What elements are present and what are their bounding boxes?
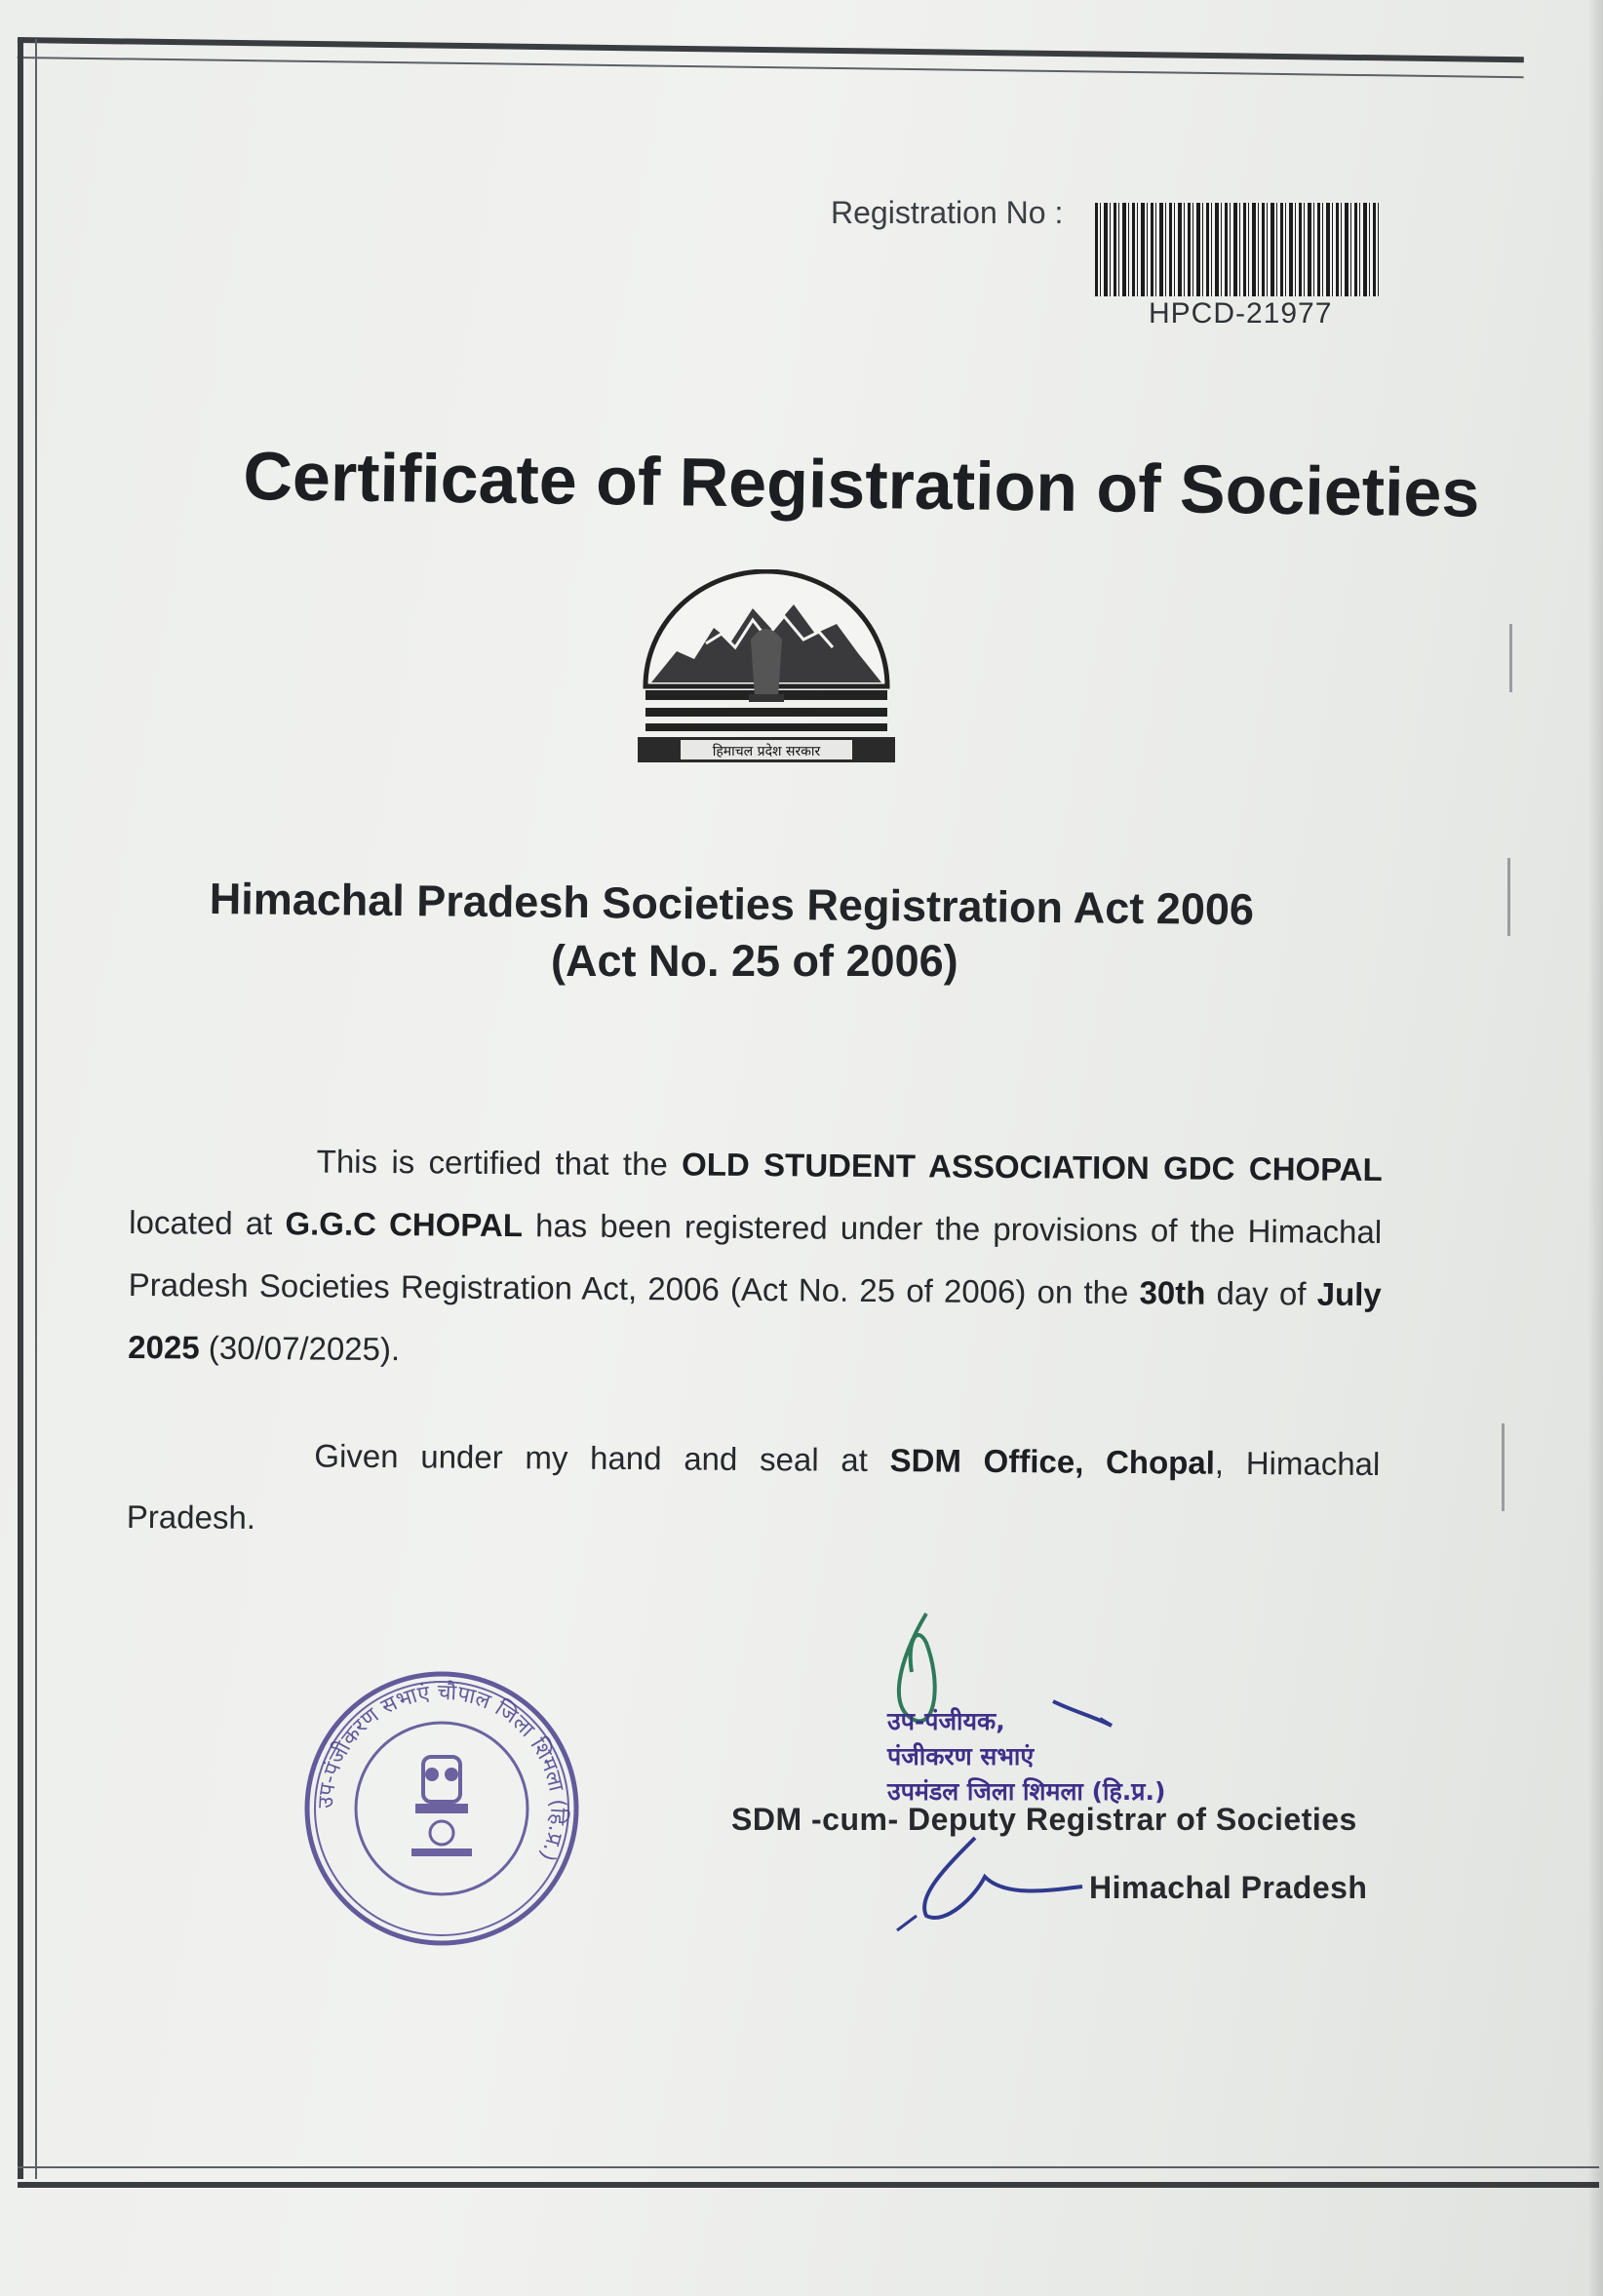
himachal-emblem-icon bbox=[638, 569, 895, 764]
registration-number: HPCD-21977 bbox=[1149, 297, 1333, 330]
body-text: Given under my hand and seal at bbox=[314, 1437, 890, 1479]
body-text: located at bbox=[129, 1203, 286, 1242]
ashoka-emblem-icon bbox=[411, 1757, 472, 1856]
body-text: , Himachal Pradesh. bbox=[126, 1444, 1381, 1537]
seal-text: उप-पंजीकरण सभाएं चौपाल जिला शिमला (हि.प्र.) bbox=[313, 1680, 570, 1865]
registration-day: 30th bbox=[1139, 1274, 1206, 1311]
scan-mark bbox=[1502, 1423, 1505, 1511]
signatory-title: SDM -cum- Deputy Registrar of Societies bbox=[731, 1802, 1357, 1837]
body-text: This is certified that the bbox=[316, 1143, 683, 1183]
registration-month-year: July 2025 bbox=[128, 1275, 1382, 1366]
emblem-caption: हिमाचल प्रदेश सरकार bbox=[712, 744, 821, 759]
act-title: Himachal Pradesh Societies Registration Act 2006 bbox=[209, 874, 1255, 935]
scan-mark bbox=[1507, 858, 1510, 936]
act-number: (Act No. 25 of 2006) bbox=[551, 936, 958, 986]
body-text: day of bbox=[1205, 1274, 1317, 1312]
page-edge-shadow bbox=[1587, 0, 1603, 2296]
signatory-state: Himachal Pradesh bbox=[1089, 1870, 1368, 1905]
registration-label: Registration No : bbox=[831, 195, 1064, 230]
society-location: G.G.C CHOPAL bbox=[285, 1205, 524, 1244]
border-left bbox=[18, 39, 37, 2179]
certificate-title: Certificate of Registration of Societies bbox=[242, 437, 1480, 531]
certification-paragraph bbox=[128, 1129, 1383, 1388]
body-text: has been registered under the provisions of the Himachal Pradesh Societies Registration Act, 2006 (Act No. 25 of 2006) on the bbox=[128, 1207, 1383, 1311]
official-seal-stamp bbox=[300, 1667, 583, 1950]
hindi-designation-stamp bbox=[887, 1704, 1165, 1810]
given-under-paragraph bbox=[127, 1423, 1381, 1558]
hindi-designation-line: उप-पंजीयक, bbox=[887, 1707, 1005, 1735]
hindi-designation-line: पंजीकरण सभाएं bbox=[887, 1742, 1035, 1771]
certificate-body bbox=[127, 1129, 1383, 1558]
registration-date-numeric: (30/07/2025). bbox=[199, 1329, 401, 1368]
society-name: OLD STUDENT ASSOCIATION GDC CHOPAL bbox=[681, 1146, 1383, 1188]
scan-mark bbox=[1509, 624, 1512, 692]
border-bottom bbox=[18, 2166, 1599, 2188]
hindi-designation-line: उपमंडल जिला शिमला (हि.प्र.) bbox=[887, 1777, 1166, 1806]
issuing-office: SDM Office, Chopal bbox=[889, 1442, 1216, 1481]
registration-barcode bbox=[1095, 203, 1380, 296]
border-top bbox=[18, 37, 1524, 78]
